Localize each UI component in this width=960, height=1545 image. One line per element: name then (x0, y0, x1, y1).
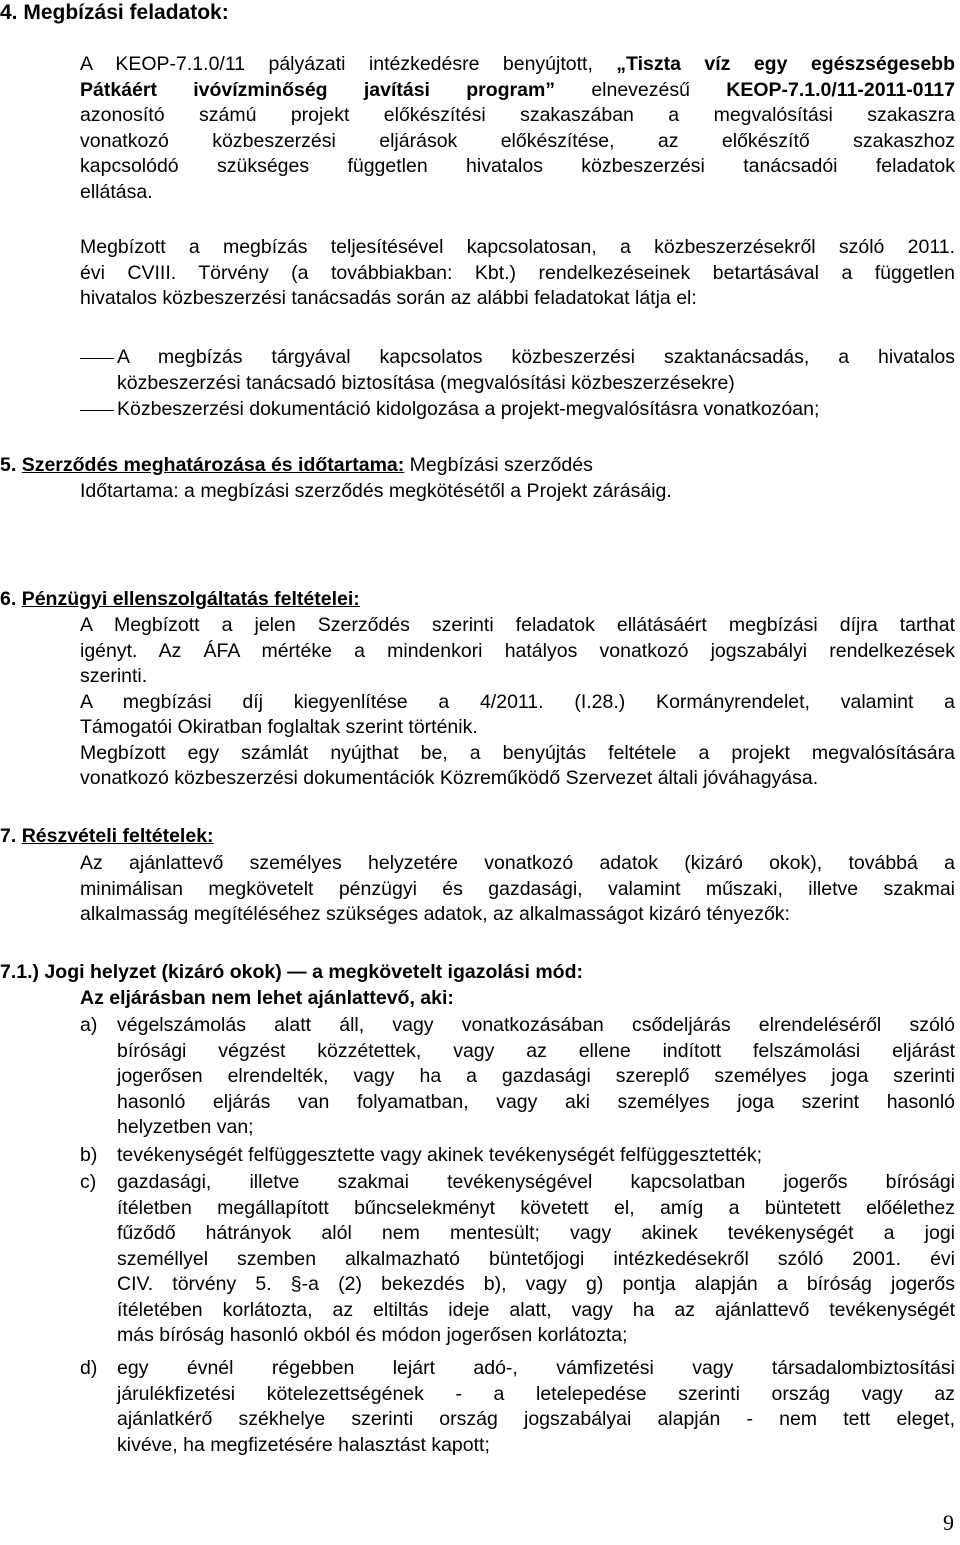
page-number: 9 (943, 1510, 954, 1535)
bullet-item-1 (117, 345, 955, 396)
item-c-line: ítéletében korlátozta, az eltiltás ideje alatt, vagy ha az ajánlattevő tevékenységét (117, 1298, 955, 1321)
section-4-heading: 4. Megbízási feladatok: (0, 1, 229, 24)
bullet-dash-icon (80, 410, 114, 411)
list-item-b (117, 1143, 955, 1169)
bullet-1-line-1: A megbízás tárgyával kapcsolatos közbeszerzési szaktanácsadás, a hivatalos (117, 346, 955, 368)
list-item-d (117, 1356, 955, 1458)
item-a-line: jogerősen elrendelték, vagy ha a gazdasági szereplő személyes joga szerinti (117, 1065, 955, 1087)
p2-line-1: Megbízott a megbízás teljesítésével kapcsolatosan, a közbeszerzésekről szóló 2011. (80, 236, 955, 258)
p1-line-5: kapcsolódó szükséges független hivatalos közbeszerzési tanácsadói feladatok (80, 155, 955, 177)
section-7-line: alkalmasság megítéléséhez szükséges adatok, az alkalmasságot kizáró tényezők: (80, 903, 790, 925)
section-5-number: 5. (0, 454, 17, 476)
bullet-2-line-1: Közbeszerzési dokumentáció kidolgozása a projekt-megvalósításra vonatkozóan; (117, 398, 820, 420)
section-6-heading (0, 587, 360, 613)
item-c-line: más bíróság hasonló okból és módon jogerősen korlátozta; (117, 1324, 628, 1346)
p1-line-2: Pátkáért ivóvízminőség javítási program” elnevezésű KEOP-7.1.0/11-2011-0117 (80, 78, 955, 101)
item-c-line: gazdasági, illetve szakmai tevékenységével kapcsolatban jogerős bírósági (117, 1171, 955, 1193)
section-6-line: igényt. Az ÁFA mértéke a mindenkori hatályos vonatkozó jogszabályi rendelkezések (80, 639, 955, 662)
list-item-label: a) (80, 1014, 98, 1036)
section-7-heading (0, 824, 214, 850)
section-6-line: A megbízási díj kiegyenlítése a 4/2011. (I.28.) Kormányrendelet, valamint a (80, 690, 955, 713)
list-item-a (117, 1013, 955, 1141)
section-5-line-1 (0, 453, 955, 479)
section-7-number: 7. (0, 825, 17, 847)
list-item-c (117, 1170, 955, 1349)
item-c-line: ítéletben megállapított bűncselekményt követett el, amíg a büntetett előélethez (117, 1196, 955, 1219)
section-6-line: vonatkozó közbeszerzési dokumentációk Közreműködő Szervezet általi jóváhagyása. (80, 767, 819, 789)
list-item-label: b) (80, 1144, 98, 1166)
section-6-line: Megbízott egy számlát nyújthat be, a benyújtás feltétele a projekt megvalósítására (80, 741, 955, 764)
item-d-line: egy évnél régebben lejárt adó-, vámfizetési vagy társadalombiztosítási (117, 1357, 955, 1379)
bullet-item-2 (117, 397, 955, 423)
p1-line-3: azonosító számú projekt előkészítési szakaszában a megvalósítási szakaszra (80, 104, 955, 126)
item-c-line: személlyel szemben alkalmazható büntetőjogi intézkedésekről szóló 2001. évi (117, 1247, 955, 1270)
item-c-line: CIV. törvény 5. §-a (2) bekezdés b), vagy g) pontja alapján a bíróság jogerős (117, 1273, 955, 1295)
section-7-1-heading: 7.1.) Jogi helyzet (kizáró okok) — a megkövetelt igazolási mód: (0, 961, 583, 983)
section-5 (0, 453, 955, 504)
p1-line-1: A KEOP-7.1.0/11 pályázati intézkedésre benyújtott, „Tiszta víz egy egészségesebb (80, 53, 956, 75)
item-a-line: végelszámolás alatt áll, vagy vonatkozásában csődeljárás elrendeléséről szóló (117, 1014, 955, 1036)
bullet-1-line-2: közbeszerzési tanácsadó biztosítása (megvalósítási közbeszerzésekre) (117, 371, 735, 394)
item-b-line: tevékenységét felfüggesztette vagy akinek tevékenységét felfüggesztették; (117, 1144, 762, 1166)
section-5-title: Szerződés meghatározása és időtartama: (21, 454, 405, 476)
section-6-line: A Megbízott a jelen Szerződés szerinti feladatok ellátásáért megbízási díjra tarthat (80, 614, 955, 636)
section-6-title: Pénzügyi ellenszolgáltatás feltételei: (21, 588, 360, 610)
section-4-paragraph-1 (80, 52, 955, 205)
list-item-label: d) (80, 1357, 98, 1379)
section-5-value: Megbízási szerződés (404, 454, 593, 476)
item-d-line: kivéve, ha megfizetésére halasztást kapott; (117, 1433, 490, 1456)
section-6-line: Támogatói Okiratban foglaltak szerint történik. (80, 716, 478, 738)
bullet-dash-icon (80, 358, 114, 359)
item-d-line: járulékfizetési kötelezettségének - a letelepedése szerinti ország vagy az (117, 1382, 955, 1405)
list-item-label: c) (80, 1171, 97, 1193)
section-7-body (80, 851, 955, 928)
p1-line-4: vonatkozó közbeszerzési eljárások előkészítése, az előkészítő szakaszhoz (80, 129, 955, 152)
p1-line-6: ellátása. (80, 180, 153, 203)
section-7-1-subheading: Az eljárásban nem lehet ajánlattevő, aki: (80, 987, 454, 1009)
section-5-line-2: Időtartama: a megbízási szerződés megkötésétől a Projekt zárásáig. (80, 479, 672, 502)
section-6-body (80, 613, 955, 792)
item-a-line: bírósági végzést közzétettek, vagy az ellene indított felszámolási eljárást (117, 1039, 955, 1062)
item-d-line: ajánlatkérő székhelye szerinti ország jogszabályai alapján - nem tett eleget, (117, 1408, 955, 1430)
item-a-line: hasonló eljárás van folyamatban, vagy aki személyes joga szerint hasonló (117, 1090, 955, 1113)
item-a-line: helyzetben van; (117, 1116, 254, 1138)
p2-line-3: hivatalos közbeszerzési tanácsadás során az alábbi feladatokat látja el: (80, 287, 697, 309)
section-7-title: Részvételi feltételek: (21, 825, 214, 847)
section-6-number: 6. (0, 588, 17, 610)
item-c-line: fűződő hátrányok alól nem mentesült; vagy akinek tevékenységét a jogi (117, 1222, 955, 1244)
section-7-line: Az ajánlattevő személyes helyzetére vonatkozó adatok (kizáró okok), továbbá a (80, 852, 955, 874)
p2-line-2: évi CVIII. Törvény (a továbbiakban: Kbt.) rendelkezéseinek betartásával a független (80, 261, 955, 284)
section-6-line: szerinti. (80, 665, 148, 687)
section-4-paragraph-2 (80, 235, 955, 312)
section-7-line: minimálisan megkövetelt pénzügyi és gazdasági, valamint műszaki, illetve szakmai (80, 877, 955, 900)
